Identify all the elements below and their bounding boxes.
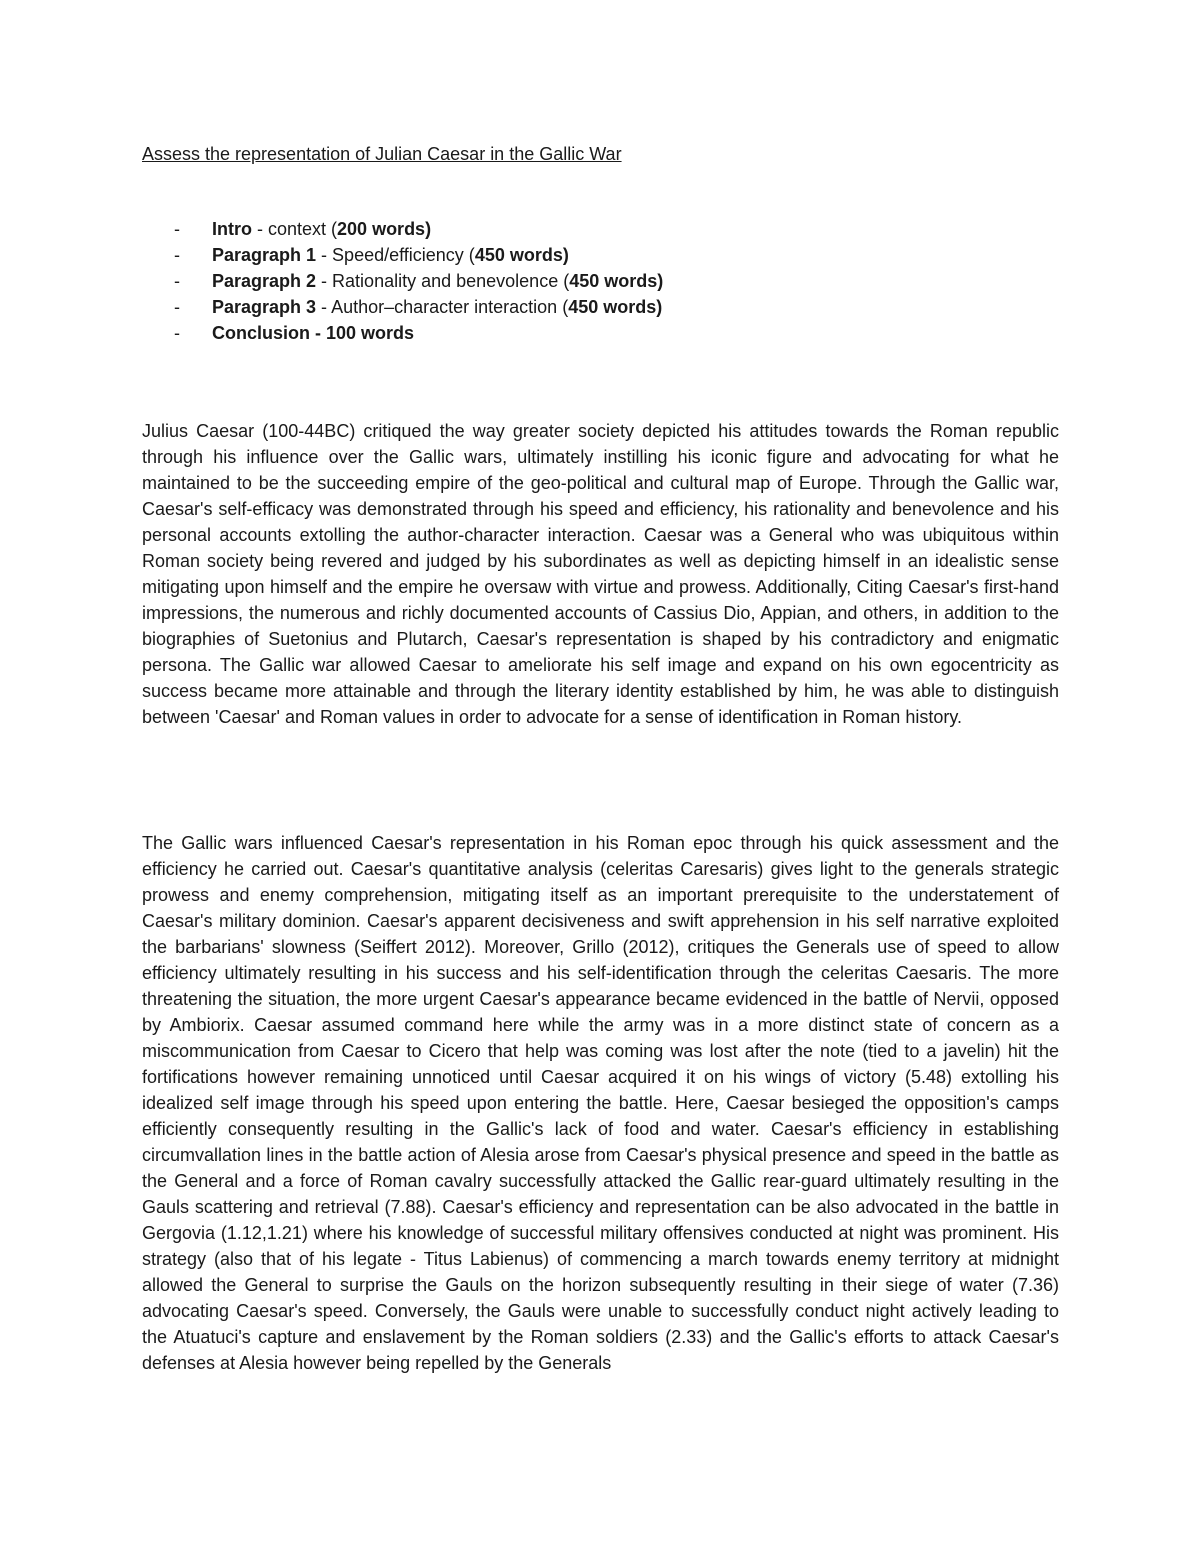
outline-item-paragraph-2 xyxy=(142,268,1042,294)
outline-item-wordcount: 450 words) xyxy=(568,297,663,317)
outline-item-wordcount: 450 words) xyxy=(474,245,569,265)
outline-item-intro xyxy=(142,216,1042,242)
outline-item-label: Conclusion xyxy=(212,323,310,343)
outline-item-separator: - xyxy=(316,271,333,291)
outline-item-paragraph-3 xyxy=(142,294,1042,320)
bullet-dash: - xyxy=(174,297,180,317)
essay-outline xyxy=(142,216,1042,346)
outline-item-topic: Speed/efficiency ( xyxy=(332,245,475,265)
bullet-dash: - xyxy=(174,245,180,265)
outline-item-wordcount: 200 words) xyxy=(337,219,432,239)
outline-item-topic: Rationality and benevolence ( xyxy=(332,271,570,291)
body-paragraph-1: The Gallic wars influenced Caesar's representation in his Roman epoc through his quick assessment and the efficiency he carried out. Caesar's quantitative analysis (celeritas Caresaris) gives light to the generals strategic prowess and enemy comprehension, mitigating itself as an important prerequisite to the understatement of Caesar's military dominion. Caesar's apparent decisiveness and swift apprehension in his self narrative exploited the barbarians' slowness (Seiffert 2012). Moreover, Grillo (2012), critiques the Generals use of speed to allow efficiency ultimately resulting in his success and his self-identification through the celeritas Caesaris. The more threatening the situation, the more urgent Caesar's appearance became evidenced in the battle of Nervii, opposed by Ambiorix. Caesar assumed command here while the army was in a more distinct state of concern as a miscommunication from Caesar to Cicero that help was coming was lost after the note (tied to a javelin) hit the fortifications however remaining unnoticed until Caesar acquired it on his wings of victory (5.48) extolling his idealized self image through his speed upon entering the battle. Here, Caesar besieged the opposition's camps efficiently consequently resulting in the Gallic's lack of food and water. Caesar's efficiency in establishing circumvallation lines in the battle action of Alesia arose from Caesar's physical presence and speed in the battle as the General and a force of Roman cavalry successfully attacked the Gallic rear-guard ultimately resulting in the Gauls scattering and retrieval (7.88). Caesar's efficiency and representation can be also advocated in the battle in Gergovia (1.12,1.21) where his knowledge of successful military offensives conducted at night was prominent. His strategy (also that of his legate - Titus Labienus) of commencing a march towards enemy territory at midnight allowed the General to surprise the Gauls on the horizon subsequently resulting in their siege of water (7.36) advocating Caesar's speed. Conversely, the Gauls were unable to successfully conduct night actively leading to the Atuatuci's capture and enslavement by the Roman soldiers (2.33) and the Gallic's efforts to attack Caesar's defenses at Alesia however being repelled by the Generals xyxy=(142,833,1059,1373)
outline-item-wordcount: 100 words xyxy=(326,323,415,343)
outline-item-separator: - xyxy=(252,219,268,239)
bullet-dash: - xyxy=(174,323,180,343)
outline-item-topic: context ( xyxy=(268,219,338,239)
outline-item-label: Paragraph 2 xyxy=(212,271,317,291)
bullet-dash: - xyxy=(174,271,180,291)
outline-item-conclusion xyxy=(142,320,1042,346)
outline-item-label: Paragraph 3 xyxy=(212,297,317,317)
outline-item-separator: - xyxy=(316,245,333,265)
outline-item-label: Intro xyxy=(212,219,252,239)
outline-item-paragraph-1 xyxy=(142,242,1042,268)
outline-item-separator: - xyxy=(310,323,326,343)
outline-item-wordcount: 450 words) xyxy=(569,271,664,291)
outline-item-separator: - xyxy=(316,297,332,317)
outline-item-topic: Author–character interaction ( xyxy=(331,297,569,317)
outline-item-label: Paragraph 1 xyxy=(212,245,317,265)
document-title: Assess the representation of Julian Caesar in the Gallic War xyxy=(142,144,622,164)
bullet-dash: - xyxy=(174,219,180,239)
intro-paragraph: Julius Caesar (100-44BC) critiqued the way greater society depicted his attitudes towards the Roman republic through his influence over the Gallic wars, ultimately instilling his iconic figure and advocating for what he maintained to be the succeeding empire of the geo-political and cultural map of Europe. Through the Gallic war, Caesar's self-efficacy was demonstrated through his speed and efficiency, his rationality and benevolence and his personal accounts extolling the author-character interaction. Caesar was a General who was ubiquitous within Roman society being revered and judged by his subordinates as well as depicting himself in an idealistic sense mitigating upon himself and the empire he oversaw with virtue and prowess. Additionally, Citing Caesar's first-hand impressions, the numerous and richly documented accounts of Cassius Dio, Appian, and others, in addition to the biographies of Suetonius and Plutarch, Caesar's representation is shaped by his contradictory and enigmatic persona. The Gallic war allowed Caesar to ameliorate his self image and expand on his own egocentricity as success became more attainable and through the literary identity established by him, he was able to distinguish between 'Caesar' and Roman values in order to advocate for a sense of identification in Roman history. xyxy=(142,421,1059,727)
